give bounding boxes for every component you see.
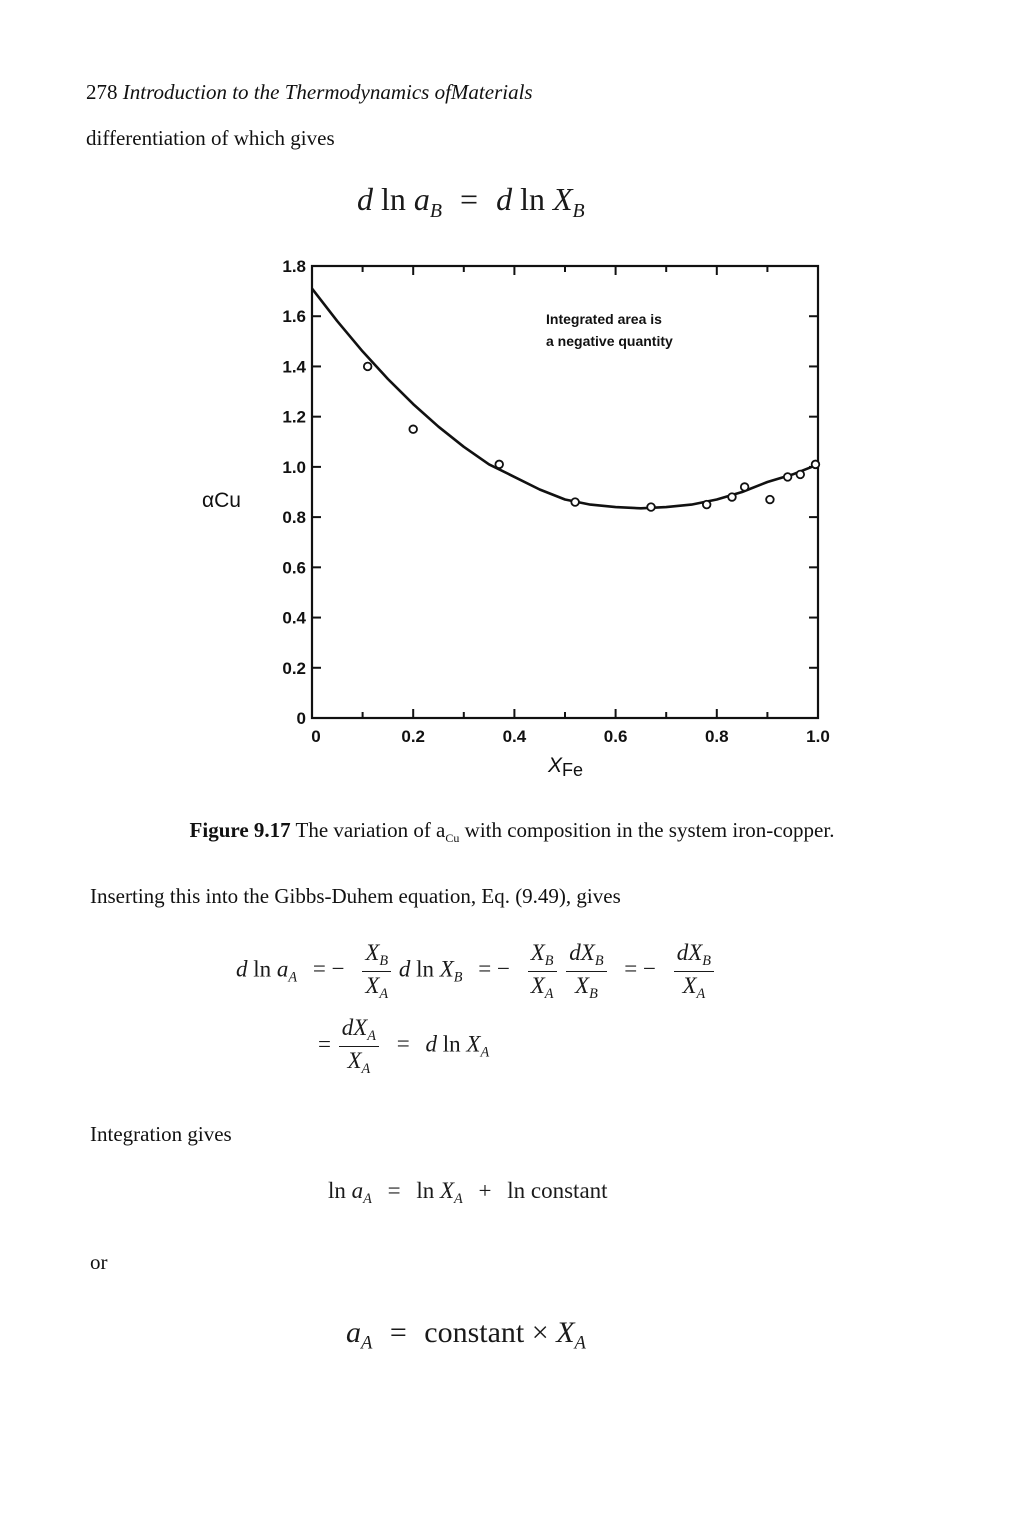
equation-gibbs-duhem-line1: d $\ln a_A$ = − $\frac{X_B}{X_A}$ d $\ln X_B$ = − $\frac{X_B}{X_A}$ $\frac{dX_B}{X_B}$ = − $\frac{dX_B}{X_A}$ bbox=[236, 940, 716, 1002]
data-point bbox=[812, 461, 820, 469]
y-axis-label: αCu bbox=[202, 489, 241, 512]
y-tick-label: 1.4 bbox=[282, 357, 306, 377]
equation-gibbs-duhem-line2: = $\frac{dX_A}{X_A}$ = d $\ln X_A$ bbox=[318, 1015, 490, 1077]
running-head bbox=[86, 80, 533, 105]
equation-dln-aB: d $\ln a_B = d$ $\ln X_B$ bbox=[357, 181, 585, 222]
equation-raoult: $a_A$ = constant × $X_A$ bbox=[346, 1316, 586, 1354]
y-tick-label: 0.6 bbox=[282, 558, 306, 578]
y-tick-label: 1.2 bbox=[282, 407, 306, 427]
y-tick-label: 1.6 bbox=[282, 307, 306, 327]
x-tick-label: 0.6 bbox=[603, 727, 628, 746]
equation-integrated: $\ln a_A = \ln X_A + \ln$ constant bbox=[328, 1178, 608, 1207]
caption-text-after: with composition in the system iron-copper. bbox=[459, 818, 835, 842]
chart-annotation-line: Integrated area is bbox=[546, 311, 662, 327]
caption-subscript: Cu bbox=[445, 831, 460, 846]
data-point bbox=[409, 425, 417, 433]
y-tick-label: 1.8 bbox=[282, 257, 306, 276]
data-point bbox=[766, 496, 774, 504]
paragraph-inserting: Inserting this into the Gibbs-Duhem equation, Eq. (9.49), gives bbox=[90, 884, 621, 908]
data-point bbox=[571, 498, 579, 506]
activity-coefficient-chart bbox=[190, 245, 850, 790]
data-point bbox=[741, 483, 749, 491]
book-title: Introduction to the Thermodynamics ofMaterials bbox=[122, 80, 533, 104]
data-point bbox=[796, 471, 804, 479]
x-tick-label: 1.0 bbox=[806, 727, 830, 746]
paragraph-or: or bbox=[90, 1250, 108, 1274]
data-point bbox=[784, 473, 792, 481]
x-tick-label: 0.4 bbox=[502, 727, 527, 746]
y-tick-label: 0.4 bbox=[282, 608, 306, 628]
paragraph-intro: differentiation of which gives bbox=[86, 126, 335, 150]
data-point bbox=[728, 493, 736, 501]
x-axis-label: XFe bbox=[548, 754, 584, 780]
figure-label: Figure 9.17 bbox=[189, 818, 291, 842]
y-tick-label: 1.0 bbox=[282, 457, 306, 477]
x-tick-label: 0 bbox=[311, 727, 321, 746]
data-point bbox=[364, 363, 372, 371]
page-number: 278 bbox=[86, 80, 118, 104]
y-tick-label: 0 bbox=[296, 709, 306, 728]
y-tick-label: 0.2 bbox=[282, 658, 306, 678]
y-tick-label: 0.8 bbox=[282, 508, 306, 528]
paragraph-integration: Integration gives bbox=[90, 1122, 232, 1146]
data-point bbox=[495, 461, 503, 469]
x-tick-label: 0.2 bbox=[401, 727, 426, 746]
figure-caption bbox=[0, 818, 1024, 846]
chart-annotation-line: a negative quantity bbox=[546, 333, 673, 349]
data-point bbox=[703, 501, 711, 509]
x-tick-label: 0.8 bbox=[704, 727, 729, 746]
data-point bbox=[647, 503, 655, 511]
caption-text-before: The variation of a bbox=[295, 818, 446, 842]
